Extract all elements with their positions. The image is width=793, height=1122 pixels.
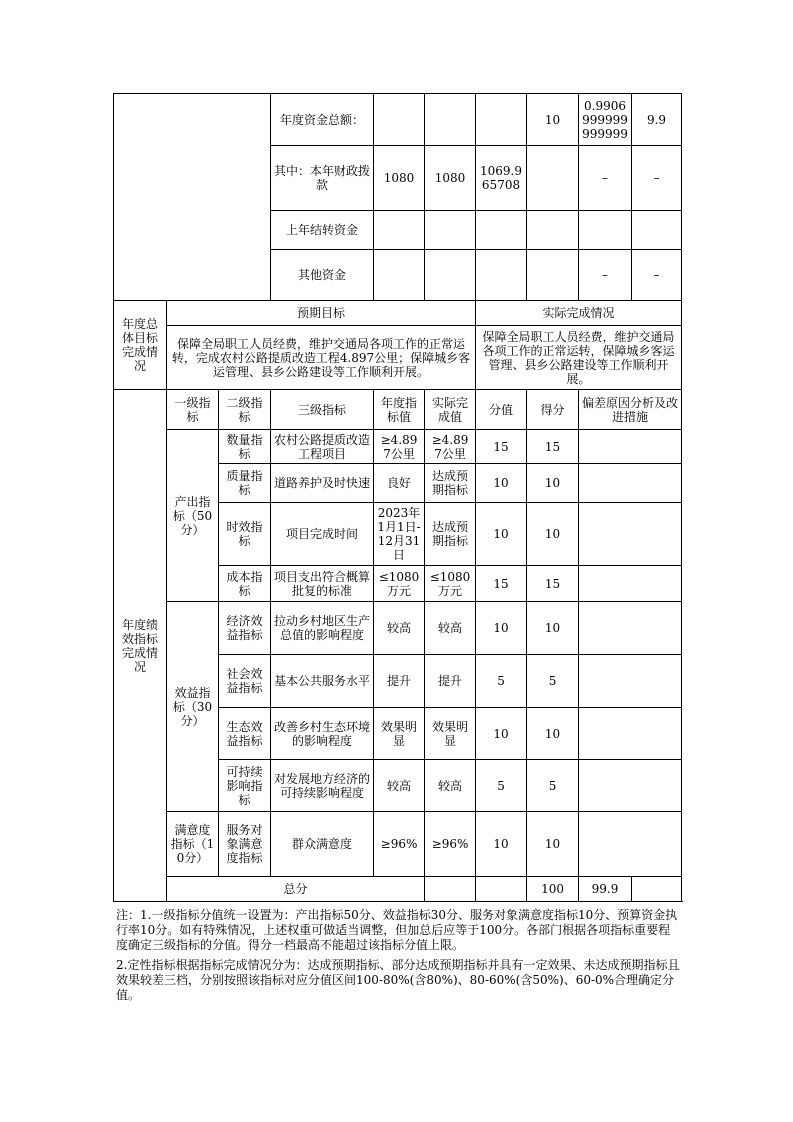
performance-table <box>113 93 682 902</box>
level2-cell: 数量指标 <box>219 430 271 464</box>
table-row <box>114 430 682 464</box>
level1-benefit: 效益指标（30分） <box>167 602 219 812</box>
level2-cell: 生态效益指标 <box>219 708 271 760</box>
indicator-label: 年度绩效指标完成情况 <box>114 390 167 902</box>
level2-cell: 服务对象满意度指标 <box>219 812 271 877</box>
got-cell: 15 <box>527 430 579 464</box>
level2-cell: 社会效益指标 <box>219 655 271 708</box>
fund-cell <box>527 211 579 250</box>
level2-cell: 成本指标 <box>219 566 271 602</box>
footnote-2: 2.定性指标根据指标完成情况分为：达成预期指标、部分达成预期指标并具有一定效果、未达成预期指标且效果较差三档，分别按照该指标对应分值区间100-80%(含80%)、80-60%(含50%)、60-0%合理确定分值。 <box>116 958 680 1002</box>
total-blank <box>476 877 527 902</box>
expected-goal-text: 保障全局职工人员经费，维护交通局各项工作的正常运转，完成农村公路提质改造工程4.897公里；保障城乡客运管理、县乡公路建设等工作顺利开展。 <box>167 326 476 390</box>
fund-cell <box>476 94 527 146</box>
level3-cell: 改善乡村生态环境的影响程度 <box>271 708 374 760</box>
fund-label: 上年结转资金 <box>271 211 374 250</box>
expected-goal-header: 预期目标 <box>167 301 476 326</box>
actual-goal-text: 保障全局职工人员经费，维护交通局各项工作的正常运转，保障城乡客运管理、县乡公路建设等工作顺利开展。 <box>476 326 682 390</box>
fund-cell: 1080 <box>425 146 476 211</box>
goal-text-row <box>114 326 682 390</box>
column-header: 三级指标 <box>271 390 374 430</box>
fund-cell <box>425 250 476 301</box>
actual-cell: ≥4.897公里 <box>425 430 476 464</box>
fund-row-total <box>114 94 682 146</box>
actual-cell: 较高 <box>425 760 476 812</box>
got-cell: 10 <box>527 602 579 655</box>
fund-label: 年度资金总额： <box>271 94 374 146</box>
fund-cell <box>374 94 425 146</box>
level2-cell: 质量指标 <box>219 464 271 503</box>
indicator-header-row <box>114 390 682 430</box>
table-row <box>114 602 682 655</box>
level2-cell: 可持续影响指标 <box>219 760 271 812</box>
note-cell <box>579 812 682 877</box>
level3-cell: 农村公路提质改造工程项目 <box>271 430 374 464</box>
actual-goal-header: 实际完成情况 <box>476 301 682 326</box>
note-cell <box>579 566 682 602</box>
fund-cell <box>425 211 476 250</box>
goal-header-row <box>114 301 682 326</box>
fund-cell <box>476 211 527 250</box>
column-header: 分值 <box>476 390 527 430</box>
fund-cell: 1069.965708 <box>476 146 527 211</box>
total-row <box>114 877 682 902</box>
fund-cell: – <box>579 146 632 211</box>
level3-cell: 拉动乡村地区生产总值的影响程度 <box>271 602 374 655</box>
fund-cell: 10 <box>527 94 579 146</box>
got-cell: 10 <box>527 503 579 566</box>
actual-cell: 提升 <box>425 655 476 708</box>
level3-cell: 项目完成时间 <box>271 503 374 566</box>
got-cell: 10 <box>527 708 579 760</box>
got-cell: 15 <box>527 566 579 602</box>
note-cell <box>579 464 682 503</box>
footnote-1: 注：1.一级指标分值统一设置为：产出指标50分、效益指标30分、服务对象满意度指标10分、预算资金执行率10分。如有特殊情况，上述权重可做适当调整，但加总后应等于100分。各部门根据各项指标重要程度确定三级指标的分值。得分一档最高不能超过该指标分值上限。 <box>116 908 678 952</box>
score-cell: 15 <box>476 566 527 602</box>
level3-cell: 对发展地方经济的可持续影响程度 <box>271 760 374 812</box>
target-cell: 效果明显 <box>374 708 425 760</box>
note-cell <box>579 655 682 708</box>
fund-cell <box>632 211 682 250</box>
level3-cell: 项目支出符合概算批复的标准 <box>271 566 374 602</box>
level2-cell: 经济效益指标 <box>219 602 271 655</box>
fund-cell <box>374 250 425 301</box>
actual-cell: ≤1080万元 <box>425 566 476 602</box>
fund-cell: – <box>632 146 682 211</box>
level3-cell: 道路养护及时快速 <box>271 464 374 503</box>
fund-cell <box>527 250 579 301</box>
fund-label: 其中：本年财政拨款 <box>271 146 374 211</box>
target-cell: 提升 <box>374 655 425 708</box>
got-cell: 5 <box>527 760 579 812</box>
column-header: 得分 <box>527 390 579 430</box>
fund-left-blank <box>114 94 271 301</box>
fund-cell <box>374 211 425 250</box>
column-header: 一级指标 <box>167 390 219 430</box>
fund-cell <box>476 250 527 301</box>
total-blank <box>425 877 476 902</box>
target-cell: ≥96% <box>374 812 425 877</box>
total-blank <box>632 877 682 902</box>
score-cell: 5 <box>476 655 527 708</box>
level3-cell: 基本公共服务水平 <box>271 655 374 708</box>
actual-cell: 达成预期指标 <box>425 503 476 566</box>
actual-cell: ≥96% <box>425 812 476 877</box>
score-cell: 10 <box>476 503 527 566</box>
target-cell: 2023年1月1日-12月31日 <box>374 503 425 566</box>
level2-cell: 时效指标 <box>219 503 271 566</box>
score-cell: 15 <box>476 430 527 464</box>
actual-cell: 效果明显 <box>425 708 476 760</box>
total-label: 总分 <box>167 877 425 902</box>
target-cell: 较高 <box>374 602 425 655</box>
level1-output: 产出指标（50分） <box>167 430 219 602</box>
column-header: 年度指标值 <box>374 390 425 430</box>
fund-cell: – <box>632 250 682 301</box>
score-cell: 10 <box>476 602 527 655</box>
target-cell: ≥4.897公里 <box>374 430 425 464</box>
column-header: 偏差原因分析及改进措施 <box>579 390 682 430</box>
total-got: 99.9 <box>579 877 632 902</box>
note-cell <box>579 760 682 812</box>
total-score: 100 <box>527 877 579 902</box>
column-header: 实际完成值 <box>425 390 476 430</box>
score-cell: 10 <box>476 464 527 503</box>
column-header: 二级指标 <box>219 390 271 430</box>
fund-cell: 1080 <box>374 146 425 211</box>
fund-label: 其他资金 <box>271 250 374 301</box>
fund-cell: – <box>579 250 632 301</box>
score-cell: 10 <box>476 708 527 760</box>
got-cell: 10 <box>527 812 579 877</box>
goal-label: 年度总体目标完成情况 <box>114 301 167 390</box>
actual-cell: 达成预期指标 <box>425 464 476 503</box>
note-cell <box>579 503 682 566</box>
score-cell: 5 <box>476 760 527 812</box>
fund-cell <box>527 146 579 211</box>
target-cell: ≤1080万元 <box>374 566 425 602</box>
got-cell: 5 <box>527 655 579 708</box>
fund-cell: 0.9906999999999999 <box>579 94 632 146</box>
fund-cell <box>579 211 632 250</box>
target-cell: 良好 <box>374 464 425 503</box>
target-cell: 较高 <box>374 760 425 812</box>
note-cell <box>579 708 682 760</box>
table-row <box>114 812 682 877</box>
note-cell <box>579 602 682 655</box>
actual-cell: 较高 <box>425 602 476 655</box>
fund-cell <box>425 94 476 146</box>
note-cell <box>579 430 682 464</box>
level3-cell: 群众满意度 <box>271 812 374 877</box>
fund-cell: 9.9 <box>632 94 682 146</box>
got-cell: 10 <box>527 464 579 503</box>
level1-satisfaction: 满意度指标（10分） <box>167 812 219 877</box>
score-cell: 10 <box>476 812 527 877</box>
